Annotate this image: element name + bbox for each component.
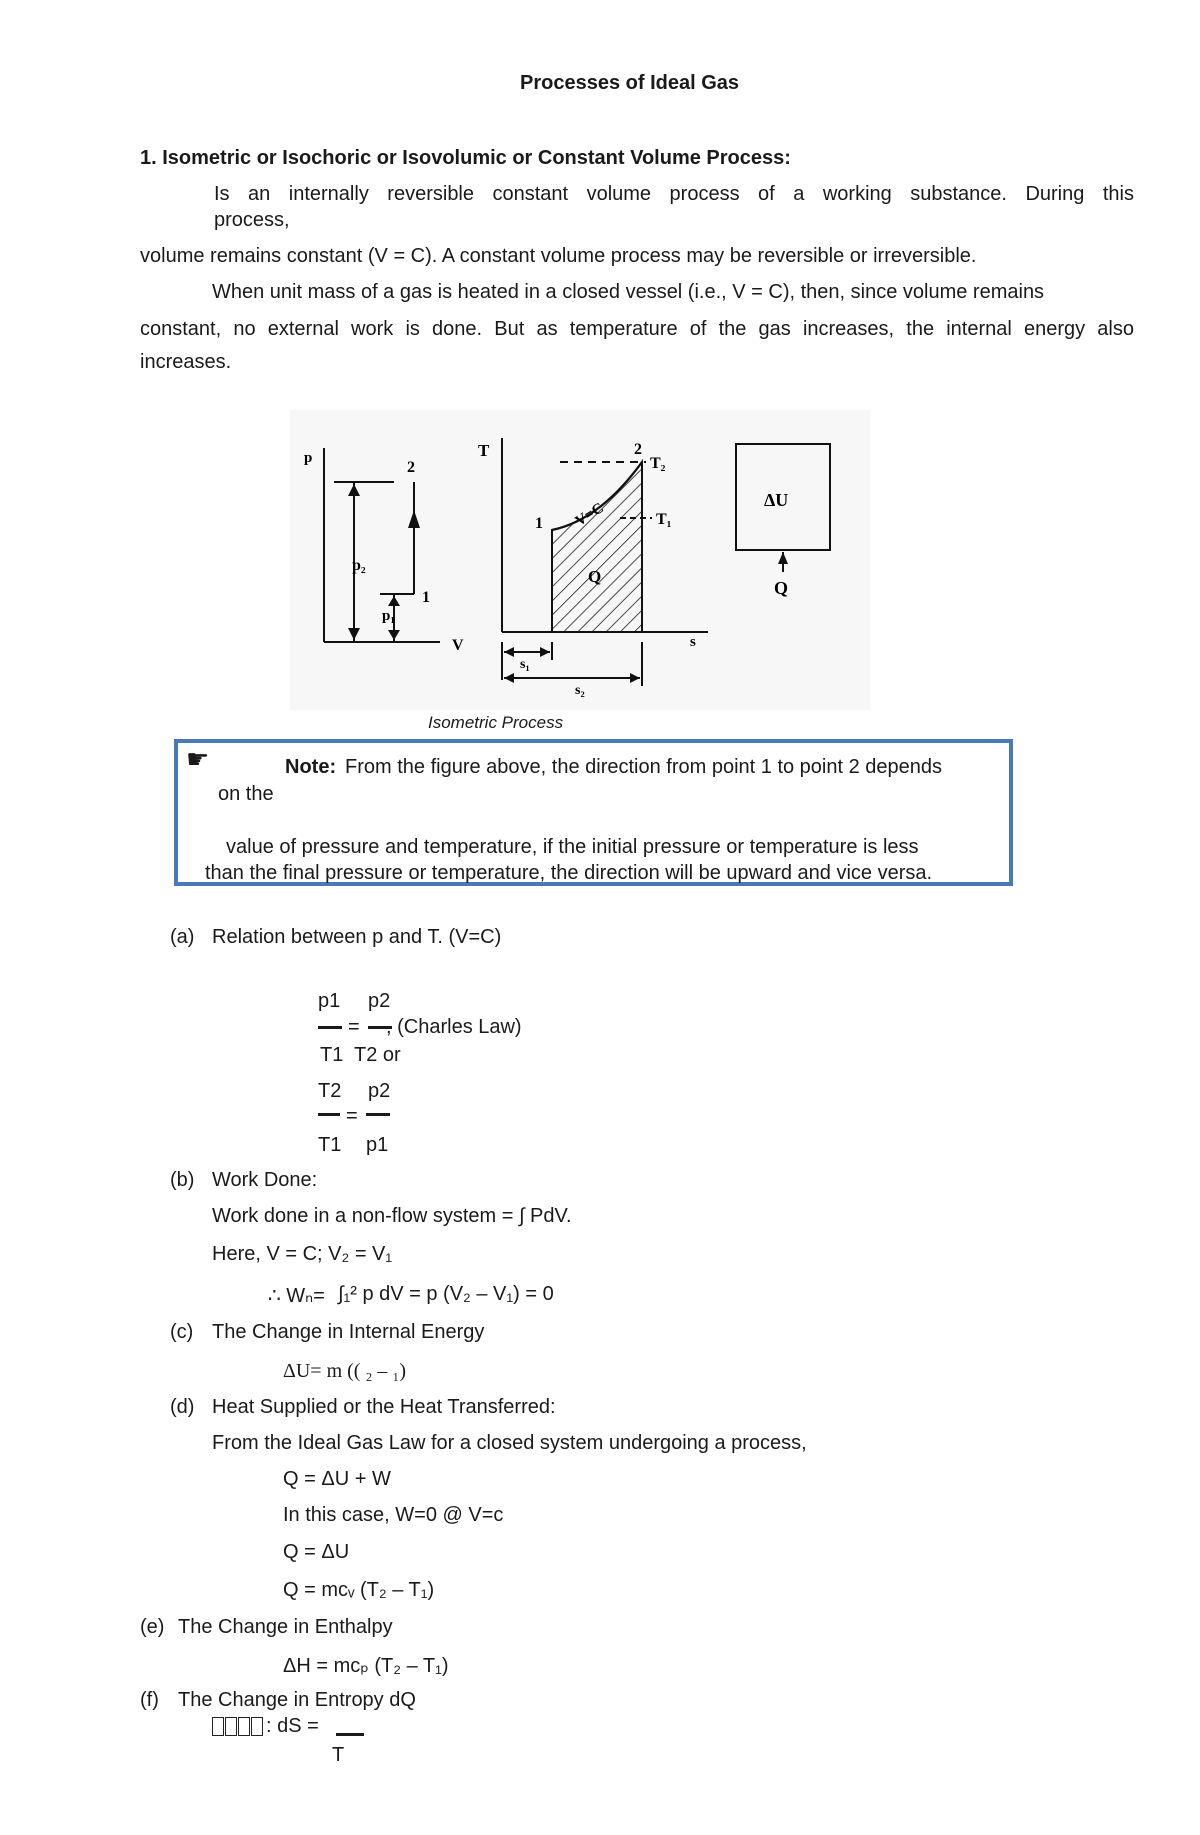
- ts-label-s1: s₁: [520, 657, 530, 672]
- ts-axis-s: s: [690, 634, 696, 650]
- work-eq-rhs: ∫₁² p dV = p (V₂ – V₁) = 0: [338, 1283, 554, 1305]
- internal-energy-eq: ΔU= m (( ₂ – ₁): [283, 1360, 407, 1382]
- box-delta-u: ΔU: [764, 490, 789, 510]
- section-heading: 1. Isometric or Isochoric or Isovolumic or Constant Volume Process:: [140, 147, 791, 169]
- eq-num: p2: [368, 1080, 391, 1102]
- entropy-den: T: [332, 1744, 345, 1766]
- item-f-marker: (f): [140, 1689, 159, 1711]
- item-c-text: The Change in Internal Energy: [212, 1321, 485, 1343]
- note-line: value of pressure and temperature, if the initial pressure or temperature is less: [226, 836, 919, 858]
- paragraph-line: When unit mass of a gas is heated in a closed vessel (i.e., V = C), then, since volume remains: [212, 281, 1045, 303]
- item-a-marker: (a): [170, 926, 195, 948]
- item-d-marker: (d): [170, 1396, 195, 1418]
- box-q: Q: [774, 578, 789, 598]
- item-b-text: Work Done:: [212, 1169, 318, 1191]
- paragraph-line: constant, no external work is done. But as temperature of the gas increases, the internal energy also: [140, 318, 1134, 340]
- pointing-hand-icon: ☛: [186, 744, 210, 774]
- fraction-bar: [318, 1026, 342, 1029]
- ts-label-t2: T₂: [650, 455, 666, 472]
- item-d-line: Q = mcᵥ (T₂ – T₁): [283, 1579, 435, 1601]
- fraction-bar: [336, 1733, 364, 1736]
- paragraph-line: increases.: [140, 351, 232, 373]
- ts-area-label: Q: [588, 567, 602, 586]
- missing-glyph-boxes: [212, 1717, 264, 1739]
- eq-den: T1: [320, 1044, 344, 1066]
- eq-suffix: , (Charles Law): [386, 1016, 522, 1038]
- note-line: than the final pressure or temperature, the direction will be upward and vice versa.: [205, 862, 933, 884]
- pv-point-2: 2: [407, 459, 415, 476]
- eq-num: p1: [318, 990, 341, 1012]
- enthalpy-eq: ΔH = mcₚ (T₂ – T₁): [283, 1655, 449, 1677]
- note-line: on the: [218, 783, 274, 805]
- pv-axis-p: p: [304, 450, 313, 466]
- item-e-marker: (e): [140, 1616, 165, 1638]
- eq-den: T1: [318, 1134, 342, 1156]
- eq-equals: =: [346, 1105, 358, 1127]
- entropy-eq: : dS =: [266, 1715, 319, 1737]
- note-line: From the figure above, the direction from point 1 to point 2 depends: [345, 756, 943, 778]
- item-d-line: From the Ideal Gas Law for a closed system undergoing a process,: [212, 1432, 807, 1454]
- item-d-line: Q = ΔU + W: [283, 1468, 391, 1490]
- ts-axis-t: T: [478, 441, 490, 460]
- paragraph-line: volume remains constant (V = C). A constant volume process may be reversible or irreversible.: [140, 245, 977, 267]
- fraction-bar: [366, 1113, 390, 1116]
- ts-label-s2: s₂: [575, 683, 585, 698]
- item-e-text: The Change in Enthalpy: [178, 1616, 393, 1638]
- item-b-line: Work done in a non-flow system = ∫ PdV.: [212, 1205, 572, 1227]
- ts-point-1: 1: [535, 515, 543, 532]
- item-d-text: Heat Supplied or the Heat Transferred:: [212, 1396, 556, 1418]
- work-eq-lhs: ∴ Wₙ=: [268, 1285, 325, 1307]
- item-c-marker: (c): [170, 1321, 194, 1343]
- item-d-line: Q = ΔU: [283, 1541, 350, 1563]
- isometric-process-figure: [290, 410, 870, 710]
- ts-curve-label: V=C: [572, 500, 607, 530]
- item-d-line: In this case, W=0 @ V=c: [283, 1504, 504, 1526]
- pv-label-p2: p₂: [352, 557, 366, 574]
- eq-den: p1: [366, 1134, 389, 1156]
- fraction-bar: [318, 1113, 340, 1116]
- eq-den: T2 or: [354, 1044, 401, 1066]
- eq-equals: =: [348, 1016, 360, 1038]
- item-a-text: Relation between p and T. (V=C): [212, 926, 502, 948]
- pv-label-p1: p₁: [382, 608, 395, 624]
- page-title: Processes of Ideal Gas: [520, 72, 740, 94]
- paragraph-line: Is an internally reversible constant volume process of a working substance. During this: [214, 183, 1134, 205]
- item-f-text: The Change in Entropy dQ: [178, 1689, 416, 1711]
- ts-label-t1: T₁: [656, 511, 672, 528]
- pv-axis-v: V: [452, 637, 464, 654]
- paragraph-line: process,: [214, 209, 290, 231]
- eq-num: T2: [318, 1080, 342, 1102]
- item-b-marker: (b): [170, 1169, 195, 1191]
- ts-point-2: 2: [634, 441, 642, 458]
- item-b-line: Here, V = C; V₂ = V₁: [212, 1243, 393, 1265]
- note-label: Note:: [285, 756, 337, 778]
- figure-caption: Isometric Process: [428, 713, 564, 732]
- eq-num: p2: [368, 990, 391, 1012]
- pv-point-1: 1: [422, 589, 430, 606]
